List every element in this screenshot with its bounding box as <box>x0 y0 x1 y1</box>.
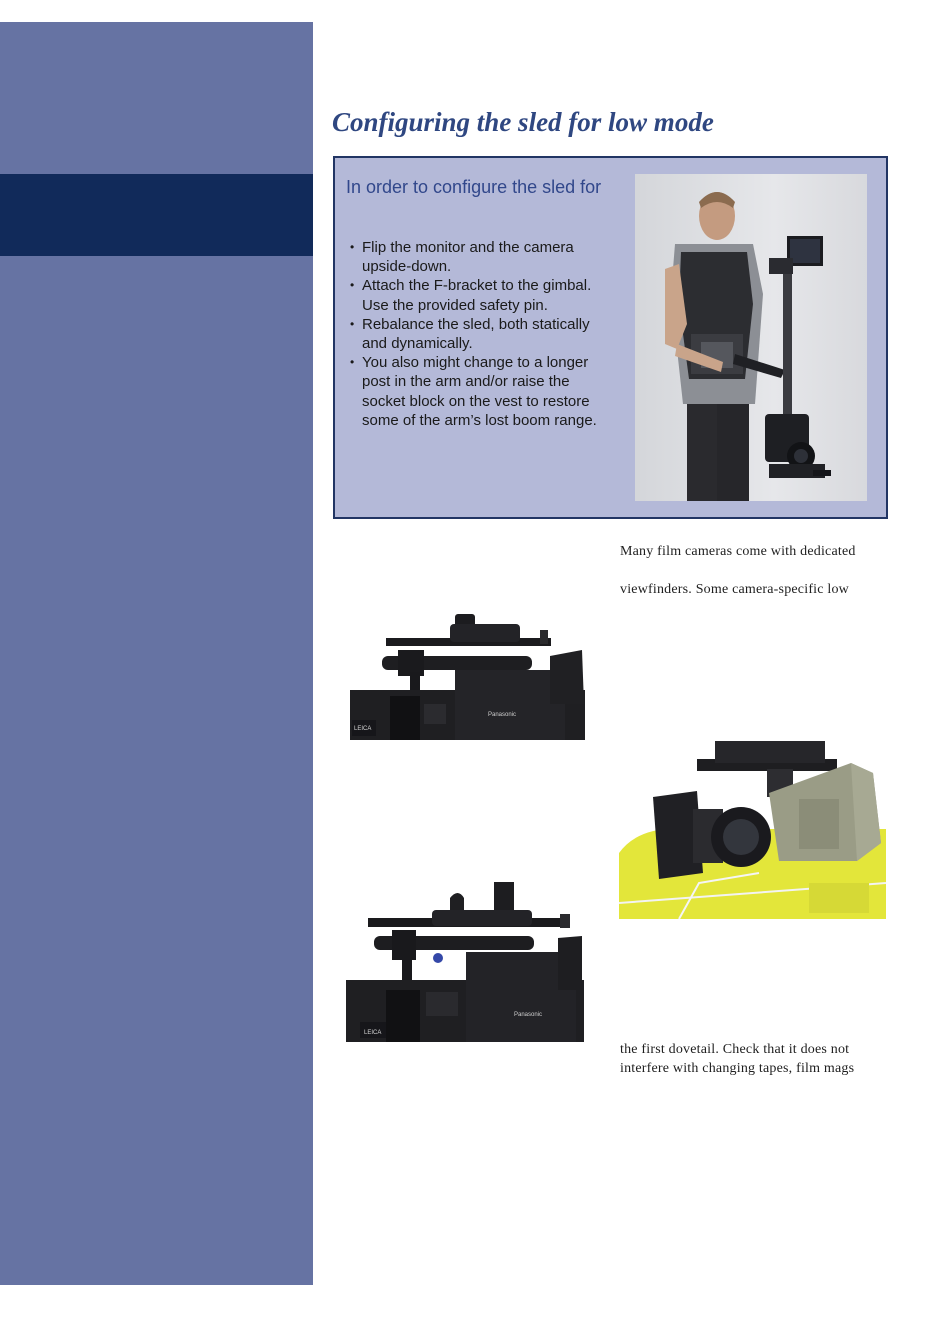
list-item <box>347 276 637 314</box>
camcorder-illustration <box>350 612 585 740</box>
lens-label: LEICA <box>354 726 372 732</box>
list-item-line: post in the arm and/or raise the <box>362 373 570 391</box>
list-item <box>347 238 637 276</box>
camcorder-illustration <box>346 880 584 1042</box>
brand-label: Panasonic <box>514 1012 543 1018</box>
box-heading: In order to configure the sled for <box>346 177 602 197</box>
body-text-line: the first dovetail. Check that it does not <box>620 1042 850 1057</box>
instruction-box <box>333 156 888 519</box>
brand-label: Panasonic <box>488 712 517 718</box>
film-camera-illustration <box>619 733 886 919</box>
list-item-line: • Flip the monitor and the camera <box>362 239 574 256</box>
camcorder-image-bottom <box>346 880 584 1042</box>
list-item-line: and dynamically. <box>362 335 473 353</box>
instruction-list <box>347 238 637 430</box>
list-item-line: • Rebalance the sled, both statically <box>362 315 590 333</box>
body-text-line: Many film cameras come with dedicated <box>620 544 856 559</box>
sidebar-band <box>0 174 313 256</box>
lens-label: LEICA <box>364 1030 382 1036</box>
list-item-line: some of the arm’s lost boom range. <box>362 411 597 429</box>
camcorder-image-top <box>350 612 585 740</box>
list-item-line: • You also might change to a longer <box>362 354 589 372</box>
body-text-line: interfere with changing tapes, film mags <box>620 1061 855 1076</box>
list-item-line: • Attach the F-bracket to the gimbal. <box>362 277 592 295</box>
page-title: Configuring the sled for low mode <box>332 107 714 137</box>
film-camera-image <box>619 733 886 919</box>
list-item-line: upside-down. <box>362 258 452 276</box>
operator-photo <box>635 174 867 501</box>
list-item <box>347 353 637 430</box>
list-item <box>347 315 637 353</box>
list-item-line: socket block on the vest to restore <box>362 392 590 410</box>
list-item-line: Use the provided safety pin. <box>362 296 548 314</box>
operator-illustration <box>635 174 867 501</box>
body-text-line: viewfinders. Some camera-specific low <box>620 582 849 597</box>
